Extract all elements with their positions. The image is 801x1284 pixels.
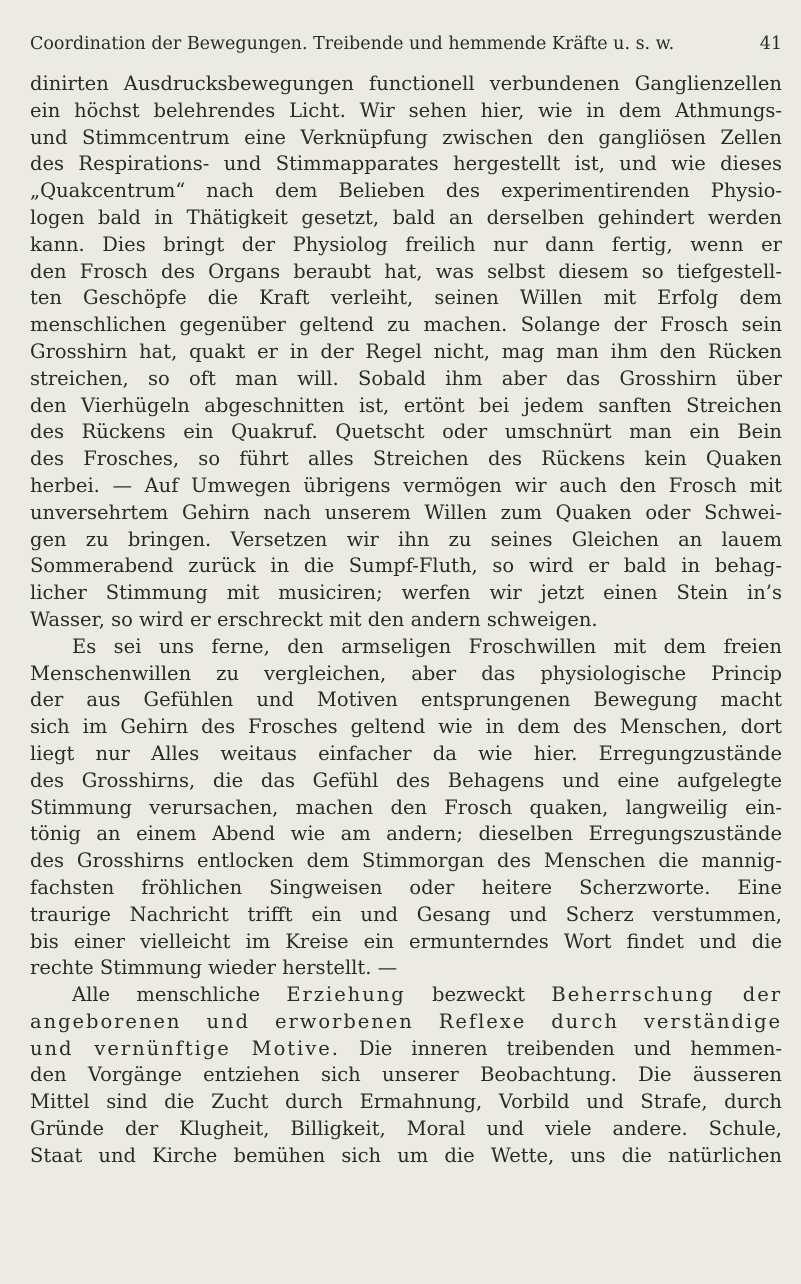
page-number: 41	[759, 34, 782, 54]
text-line: gen zu bringen. Versetzen wir ihn zu seines Gleichen an lauem	[30, 527, 782, 551]
text-line: ten Geschöpfe die Kraft verleiht, seinen Willen mit Erfolg dem	[30, 286, 782, 310]
text-line: dinirten Ausdrucksbewegungen functionell verbundenen Ganglienzellen	[30, 72, 782, 95]
text-line: licher Stimmung mit musiciren; werfen wir jetzt einen Stein in’s	[30, 581, 782, 605]
text-line: herbei. — Auf Umwegen übrigens vermögen wir auch den Frosch mit	[30, 473, 782, 497]
text-line: Grosshirn hat, quakt er in der Regel nicht, mag man ihm den Rücken	[30, 339, 782, 363]
emphasis-motive: und vernünftige Motive.	[30, 1036, 340, 1060]
text-line: bis einer vielleicht im Kreise ein ermunterndes Wort findet und die	[30, 929, 782, 953]
text-line	[30, 1009, 782, 1036]
text-line: den Frosch des Organs beraubt hat, was selbst diesem so tiefgestell-	[30, 259, 782, 283]
text-line: des Grosshirns, die das Gefühl des Behagens und eine aufgelegte	[30, 768, 782, 792]
text-line: Sommerabend zurück in die Sumpf-Fluth, so wird er bald in behag-	[30, 554, 782, 578]
text-line: tönig an einem Abend wie am andern; dieselben Erregungszustände	[30, 822, 782, 846]
text-line: sich im Gehirn des Frosches geltend wie in dem des Menschen, dort	[30, 715, 782, 739]
text-line: Alle menschliche Erziehung bezweckt Beherrschung der	[72, 983, 782, 1007]
text-line: Gründe der Klugheit, Billigkeit, Moral und viele andere. Schule,	[30, 1117, 782, 1141]
body-text	[30, 71, 782, 1170]
text-line: kann. Dies bringt der Physiolog freilich nur dann fertig, wenn er	[30, 232, 782, 256]
emphasis-beherrschung: Beherrschung der	[551, 983, 782, 1007]
emphasis-erziehung: Erziehung	[286, 983, 406, 1007]
text-line: den Vierhügeln abgeschnitten ist, ertönt bei jedem sanften Streichen	[30, 393, 782, 417]
text-line: der aus Gefühlen und Motiven entsprungenen Bewegung macht	[30, 688, 782, 712]
text-line: menschlichen gegenüber geltend zu machen. Solange der Frosch sein	[30, 313, 782, 337]
text-line: Stimmung verursachen, machen den Frosch quaken, langweilig ein-	[30, 795, 782, 819]
text-line: den Vorgänge entziehen sich unserer Beobachtung. Die äusseren	[30, 1063, 782, 1087]
text-line: traurige Nachricht trifft ein und Gesang und Scherz verstummen,	[30, 902, 782, 926]
text-line: Es sei uns ferne, den armseligen Froschwillen mit dem freien	[72, 634, 782, 658]
text-line: rechte Stimmung wieder herstellt. —	[30, 956, 398, 980]
text-line: des Frosches, so führt alles Streichen des Rückens kein Quaken	[30, 447, 782, 471]
text-line: Mittel sind die Zucht durch Ermahnung, Vorbild und Strafe, durch	[30, 1090, 782, 1114]
text-line: Staat und Kirche bemühen sich um die Wette, uns die natürlichen	[30, 1143, 782, 1167]
running-head	[30, 30, 782, 58]
text-line: Wasser, so wird er erschreckt mit den andern schweigen.	[30, 607, 598, 631]
text-line: des Respirations- und Stimmapparates hergestellt ist, und wie dieses	[30, 152, 782, 176]
running-title: Coordination der Bewegungen. Treibende und hemmende Kräfte u. s. w.	[30, 34, 675, 54]
text-line: des Grosshirns entlocken dem Stimmorgan des Menschen die mannig-	[30, 849, 782, 873]
text-line: und Stimmcentrum eine Verknüpfung zwischen den gangliösen Zellen	[30, 125, 782, 149]
text-line: logen bald in Thätigkeit gesetzt, bald an derselben gehindert werden	[30, 205, 782, 229]
text-line: des Rückens ein Quakruf. Quetscht oder umschnürt man ein Bein	[30, 420, 782, 444]
emphasis-reflexe: angeborenen und erworbenen Reflexe durch verständige	[30, 1009, 782, 1033]
text-line: Menschenwillen zu vergleichen, aber das physiologische Princip	[30, 661, 782, 685]
text-line: streichen, so oft man will. Sobald ihm aber das Grosshirn über	[30, 366, 782, 390]
text-line: liegt nur Alles weitaus einfacher da wie hier. Erregungzustände	[30, 741, 782, 765]
text-line: ein höchst belehrendes Licht. Wir sehen hier, wie in dem Athmungs-	[30, 98, 782, 122]
text-line: und vernünftige Motive. Die inneren treibenden und hemmen-	[30, 1036, 783, 1060]
text-line: unversehrtem Gehirn nach unserem Willen zum Quaken oder Schwei-	[30, 500, 782, 524]
text-line: fachsten fröhlichen Singweisen oder heitere Scherzworte. Eine	[30, 875, 782, 899]
text-line: „Quakcentrum“ nach dem Belieben des experimentirenden Physio-	[30, 179, 782, 203]
